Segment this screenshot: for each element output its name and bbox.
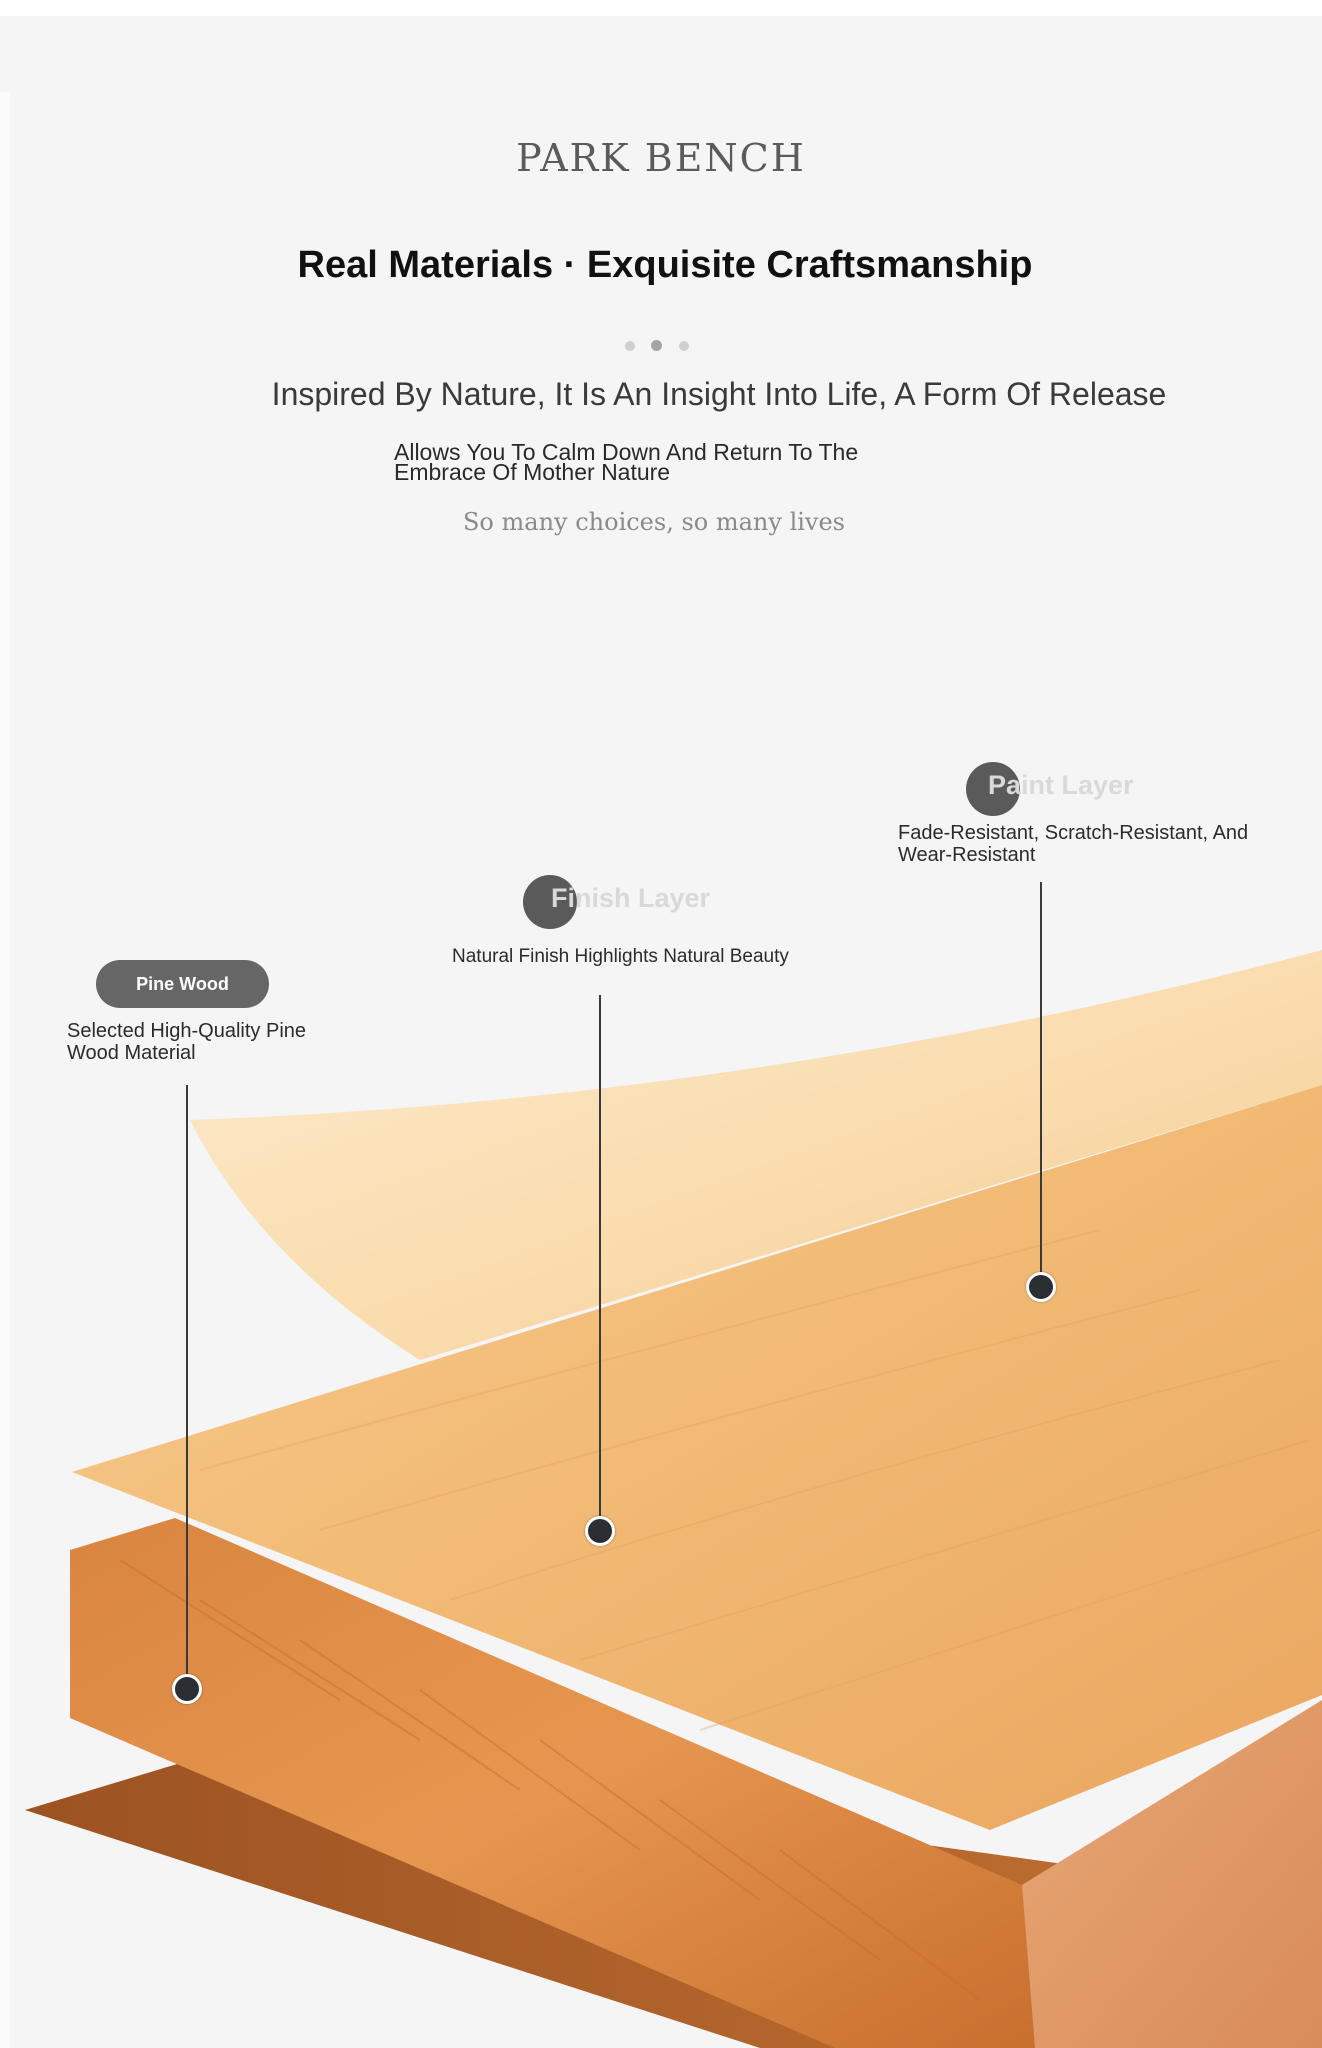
pine-wood-leader-line — [186, 1085, 188, 1685]
paint-layer-description-line-2: Wear-Resistant — [898, 844, 1036, 866]
subline-line-1: Allows You To Calm Down And Return To The — [394, 439, 859, 465]
paint-layer-description-line-1: Fade-Resistant, Scratch-Resistant, And — [898, 822, 1249, 844]
motto: So many choices, so many lives — [462, 508, 845, 536]
pine-wood-badge: Pine Wood — [96, 960, 269, 1008]
subline-line-2: Embrace Of Mother Nature — [394, 459, 671, 485]
finish-layer-marker[interactable] — [585, 1516, 615, 1546]
page-headline: Real Materials · Exquisite Craftsmanship — [297, 244, 1033, 286]
pine-wood-marker[interactable] — [172, 1674, 202, 1704]
finish-layer-description: Natural Finish Highlights Natural Beauty — [452, 946, 789, 967]
pine-wood-description — [67, 1020, 367, 1064]
pine-wood-description-line-1: Selected High-Quality Pine — [67, 1020, 307, 1042]
tagline: Inspired By Nature, It Is An Insight Into Life, A Form Of Release — [271, 376, 1167, 412]
pine-wood-description-line-2: Wood Material — [67, 1042, 196, 1064]
brand-title: PARK BENCH — [516, 136, 806, 180]
paint-layer-description — [898, 822, 1318, 866]
paint-layer-leader-line — [1040, 882, 1042, 1288]
paint-layer-marker[interactable] — [1026, 1272, 1056, 1302]
finish-layer-leader-line — [599, 995, 601, 1530]
finish-layer-title: Finish Layer — [551, 883, 711, 913]
paint-layer-title: Paint Layer — [988, 770, 1134, 800]
